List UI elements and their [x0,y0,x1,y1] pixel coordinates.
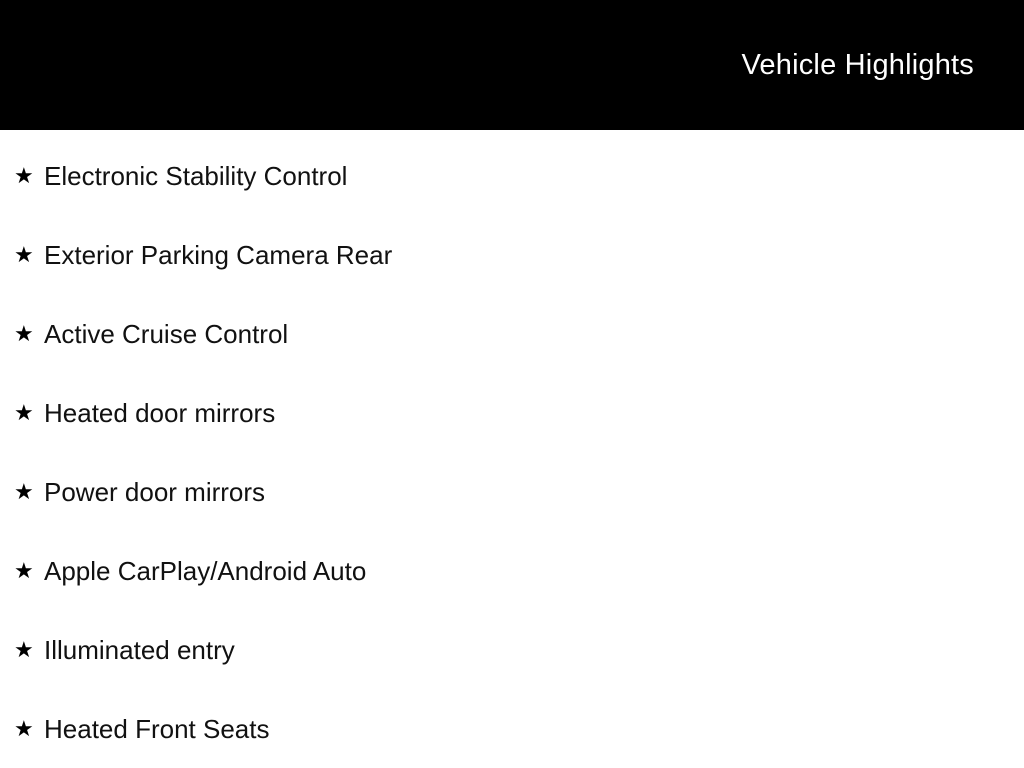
star-icon: ★ [14,242,34,267]
highlight-label: Heated Front Seats [44,714,270,744]
page-title: Vehicle Highlights [741,48,974,81]
star-icon: ★ [14,637,34,662]
star-icon: ★ [14,558,34,583]
header-bar [0,0,1024,130]
list-item [0,705,1024,753]
list-item [0,231,1024,279]
highlight-label: Active Cruise Control [44,319,289,349]
highlight-label: Heated door mirrors [44,398,276,428]
star-icon: ★ [14,479,34,504]
star-icon: ★ [14,321,34,346]
star-icon: ★ [14,400,34,425]
highlight-label: Exterior Parking Camera Rear [44,240,393,270]
star-icon: ★ [14,163,34,188]
list-item [0,152,1024,200]
vehicle-highlights-list [0,130,1024,753]
list-item [0,468,1024,516]
list-item [0,310,1024,358]
list-item [0,389,1024,437]
star-icon: ★ [14,716,34,741]
highlight-label: Power door mirrors [44,477,266,507]
highlight-label: Illuminated entry [44,635,235,665]
list-item [0,626,1024,674]
list-item [0,547,1024,595]
highlight-label: Electronic Stability Control [44,161,348,191]
highlight-label: Apple CarPlay/Android Auto [44,556,367,586]
